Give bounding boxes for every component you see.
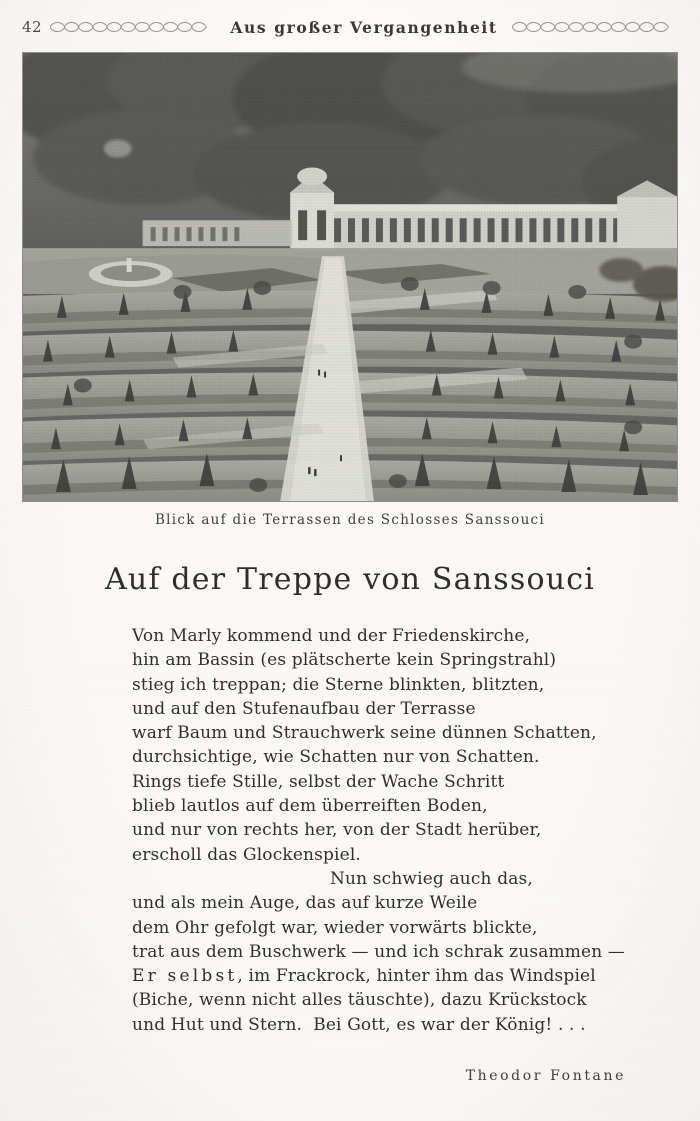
poem-line: hin am Bassin (es plätscherte kein Springstrahl) [132,650,557,671]
poem-line: (Biche, wenn nicht alles täuschte), dazu Krückstock [132,990,587,1011]
poem-line: dem Ohr gefolgt war, wieder vorwärts blickte, [132,917,538,938]
poem-author: Theodor Fontane [465,1068,626,1084]
poem-body [132,624,626,1037]
poem-line: und auf den Stufenaufbau der Terrasse [132,698,476,719]
poem-line: trat aus dem Buschwerk — und ich schrak zusammen — [132,941,626,962]
poem-line-emphasis: Er selbst, im Frackrock, hinter ihm das Windspiel [132,966,596,987]
running-head-title: Aus großer Vergangenheit [230,17,498,37]
plate-caption: Blick auf die Terrassen des Schlosses Sanssouci [154,512,546,528]
sanssouci-terraces-photograph [22,52,678,502]
poem-line: Von Marly kommend und der Friedenskirche, [132,626,531,646]
poem-line: erscholl das Glockenspiel. [132,844,361,865]
poem-line: Rings tiefe Stille, selbst der Wache Schritt [132,771,505,792]
poem-line: durchsichtige, wie Schatten nur von Schatten. [132,747,540,768]
poem-line: stieg ich treppan; die Sterne blinkten, blitzten, [132,674,545,695]
chain-ornament-icon [512,20,678,34]
poem-line: und Hut und Stern. Bei Gott, es war der König! . . . [132,1014,586,1035]
page-number: 42 [22,18,43,36]
poem-line: blieb lautlos auf dem überreiften Boden, [132,796,488,817]
emphasised-words: Er selbst [132,966,238,987]
running-head [0,14,700,40]
poem-line-indented: Nun schwieg auch das, [330,868,533,889]
chain-ornament-icon [50,20,216,34]
poem-line: und nur von rechts her, von der Stadt herüber, [132,820,542,841]
poem-line: warf Baum und Strauchwerk seine dünnen Schatten, [132,723,597,744]
poem-line: und als mein Auge, das auf kurze Weile [132,893,478,914]
poem-title: Auf der Treppe von Sanssouci [104,562,596,597]
